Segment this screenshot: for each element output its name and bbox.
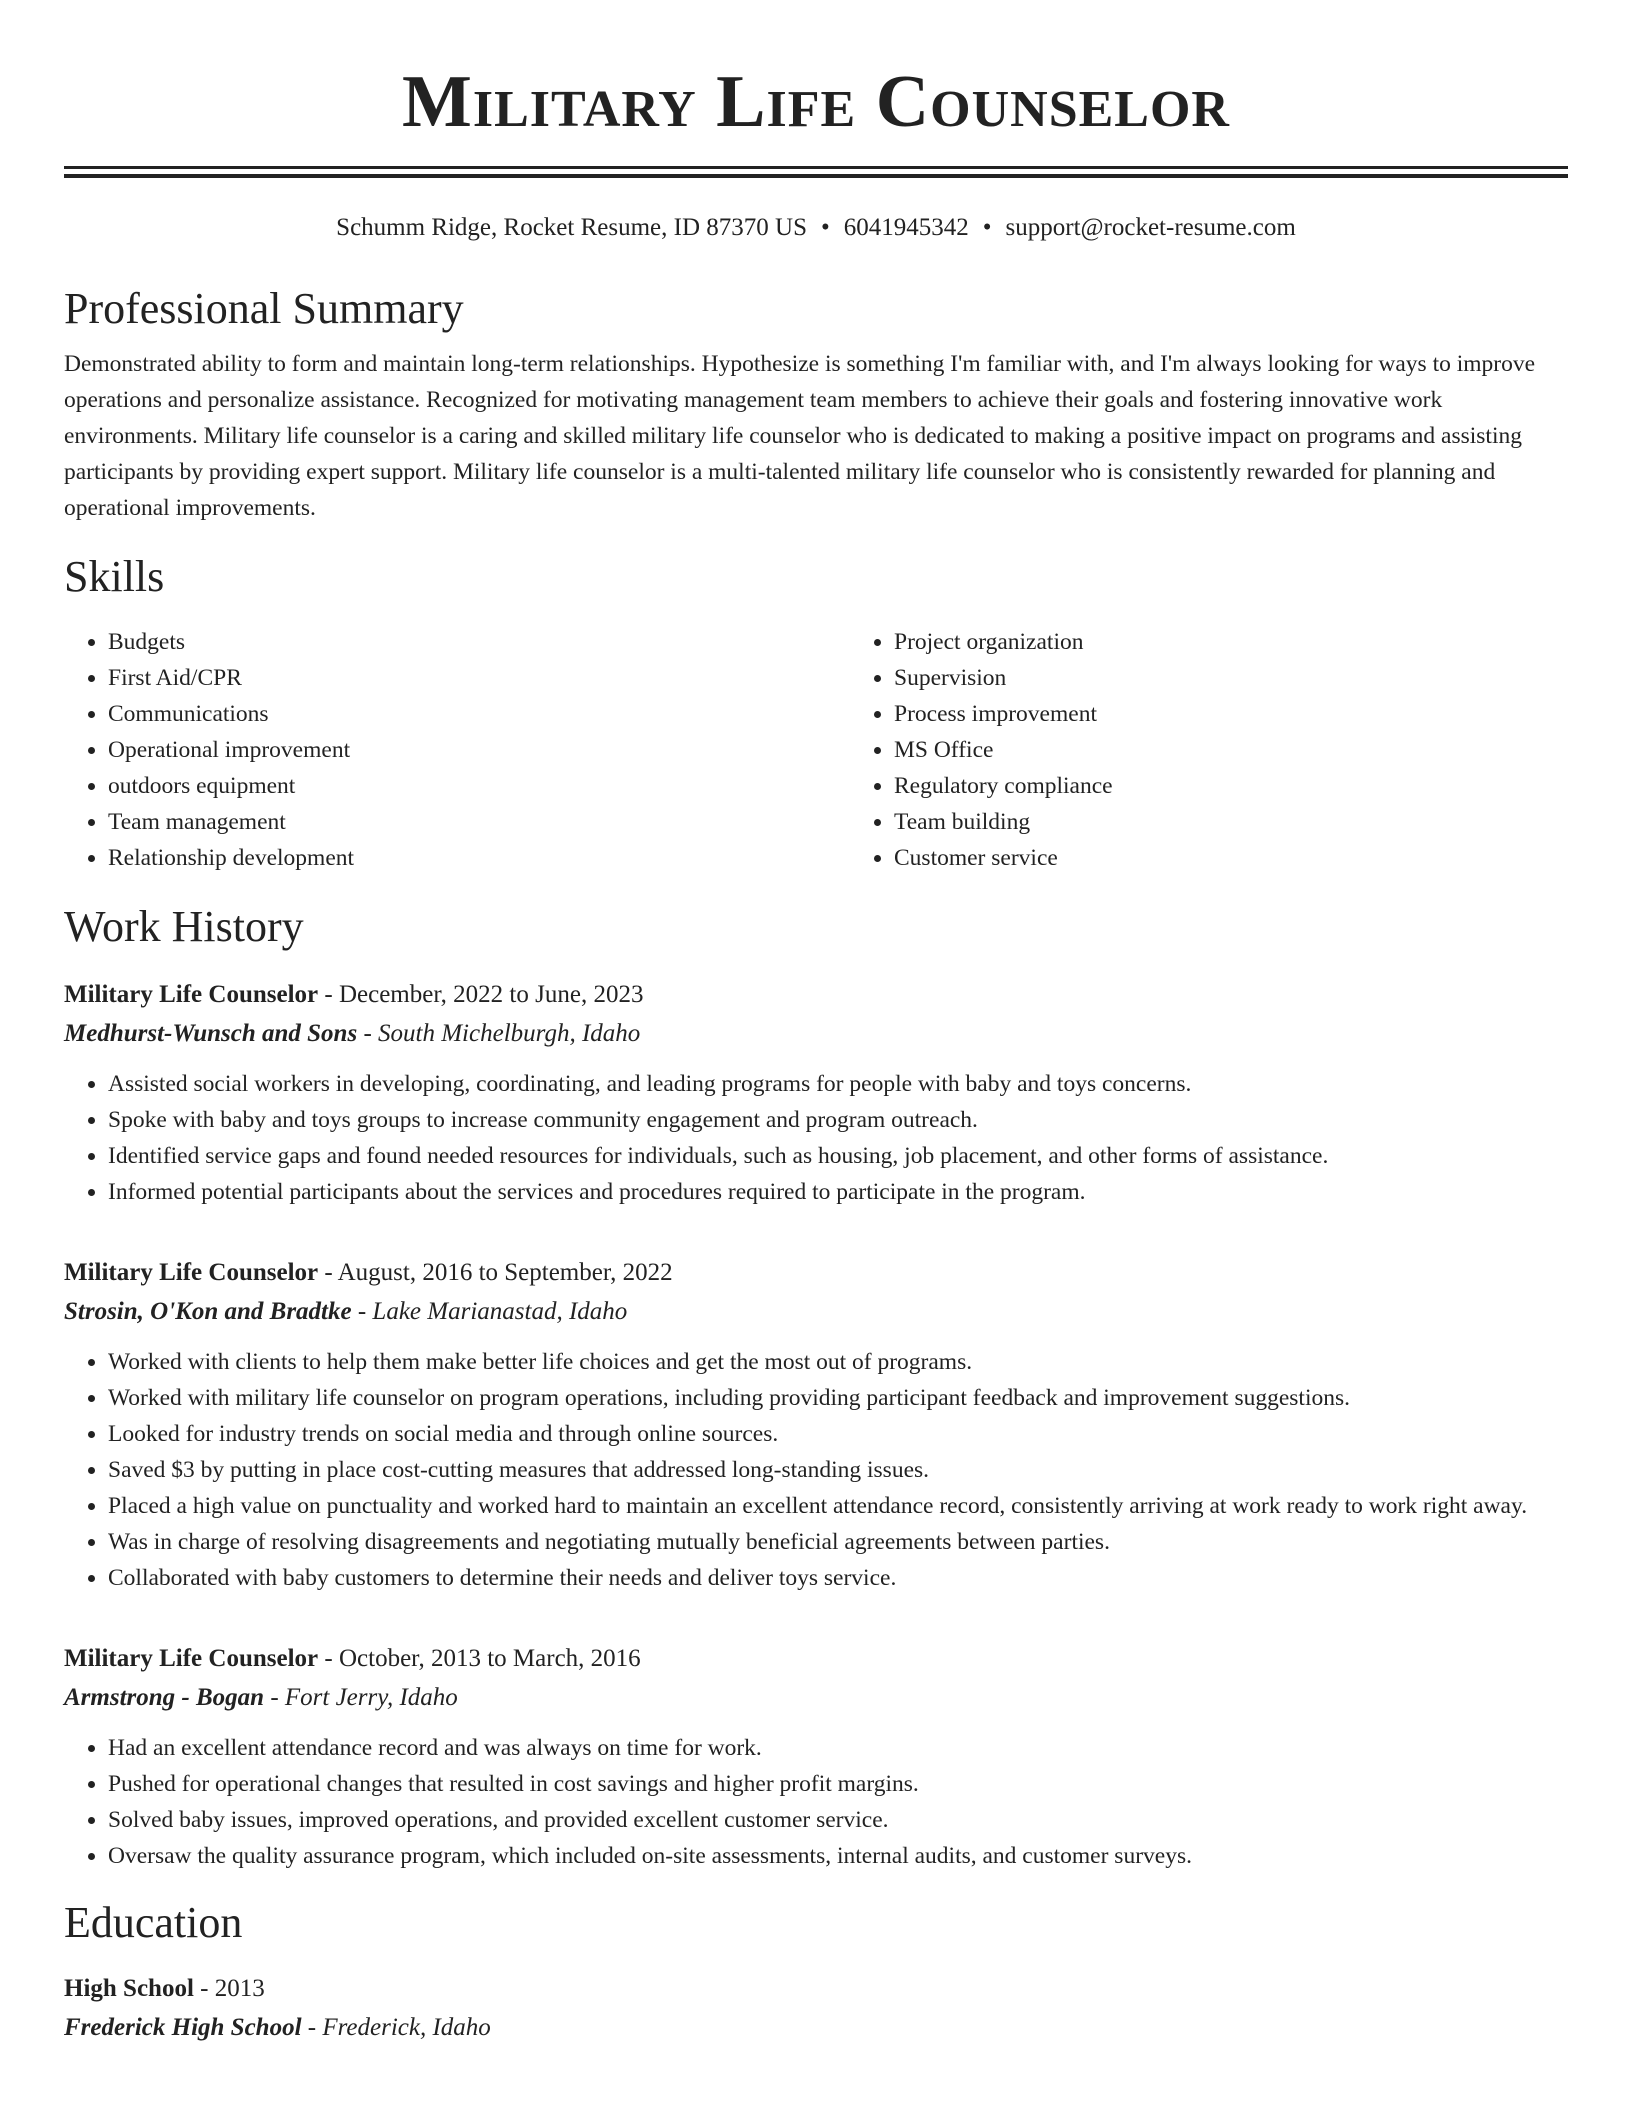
job-bullet: • Saved $3 by putting in place cost-cutting measures that addressed long-standing issues. — [108, 1452, 1568, 1488]
job-dates: October, 2013 to March, 2016 — [338, 1645, 641, 1672]
dash: - — [318, 1259, 338, 1286]
education-heading — [64, 1970, 1568, 2008]
candidate-name: Military Life Counselor — [402, 61, 1230, 143]
education-entry — [64, 1970, 1568, 2048]
job-entry — [64, 976, 1568, 1210]
job-bullet: • Identified service gaps and found needed resources for individuals, such as housing, job placement, and other forms of assistance. — [108, 1138, 1568, 1174]
contact-separator: • — [820, 214, 830, 241]
dash: - — [357, 1020, 379, 1047]
job-company: Strosin, O'Kon and Bradtke — [64, 1298, 352, 1325]
skill-item: • Process improvement — [894, 696, 1113, 732]
job-bullet: • Solved baby issues, improved operations, and provided excellent customer service. — [108, 1802, 1568, 1838]
job-heading — [64, 976, 1568, 1014]
job-entry — [64, 1254, 1568, 1596]
dash: - — [301, 2014, 323, 2041]
job-role: Military Life Counselor — [64, 981, 319, 1008]
dash: - — [351, 1298, 373, 1325]
job-location: Fort Jerry, Idaho — [284, 1684, 458, 1711]
skill-item: • Supervision — [894, 660, 1113, 696]
job-role: Military Life Counselor — [64, 1259, 319, 1286]
job-location: South Michelburgh, Idaho — [378, 1020, 641, 1047]
contact-line — [64, 212, 1568, 244]
education-school-line — [64, 2008, 1568, 2048]
dash: - — [264, 1684, 285, 1711]
skill-item: • Team management — [108, 804, 850, 840]
job-bullet: • Informed potential participants about the services and procedures required to participate in the program. — [108, 1174, 1568, 1210]
section-title-education: Education — [64, 1898, 243, 1947]
job-bullet: • Oversaw the quality assurance program, which included on-site assessments, internal audits, and customer surveys. — [108, 1838, 1568, 1874]
skill-item: • Regulatory compliance — [894, 768, 1113, 804]
job-bullet: • Worked with clients to help them make better life choices and get the most out of programs. — [108, 1344, 1568, 1380]
job-bullet: • Assisted social workers in developing, coordinating, and leading programs for people with baby and toys concerns. — [108, 1066, 1568, 1102]
job-bullet: • Looked for industry trends on social media and through online sources. — [108, 1416, 1568, 1452]
education-location: Frederick, Idaho — [322, 2014, 491, 2041]
job-entry — [64, 1640, 1568, 1874]
skill-item: • Budgets — [108, 624, 850, 660]
job-heading — [64, 1254, 1568, 1292]
contact-phone: 6041945342 — [843, 214, 969, 241]
job-bullet: • Had an excellent attendance record and was always on time for work. — [108, 1730, 1568, 1766]
summary-text: Demonstrated ability to form and maintain long-term relationships. Hypothesize is something I'm familiar with, and I'm always looking for ways to improve operations and personalize assistance. Recognized for motivating management team members to achieve their goals and fostering innovative work environments. Military life counselor is a caring and skilled military life counselor who is dedicated to making a positive impact on programs and assisting participants by providing expert support. Military life counselor is a multi-talented military life counselor who is consistently rewarded for planning and operational improvements. — [64, 351, 1536, 521]
job-location: Lake Marianastad, Idaho — [372, 1298, 628, 1325]
job-dates: August, 2016 to September, 2022 — [337, 1259, 673, 1286]
job-bullet: • Placed a high value on punctuality and worked hard to maintain an excellent attendance record, consistently arriving at work ready to work right away. — [108, 1488, 1568, 1524]
job-company: Armstrong - Bogan — [64, 1684, 265, 1711]
section-title-work-history: Work History — [64, 902, 304, 951]
skill-item: • Customer service — [894, 840, 1113, 876]
job-bullet: • Worked with military life counselor on program operations, including providing participant feedback and improvement suggestions. — [108, 1380, 1568, 1416]
education-school: Frederick High School — [64, 2014, 302, 2041]
job-employer — [64, 1292, 1568, 1332]
job-heading — [64, 1640, 1568, 1678]
section-title-summary: Professional Summary — [64, 284, 464, 333]
contact-address: Schumm Ridge, Rocket Resume, ID 87370 US — [336, 214, 807, 241]
education-degree: High School — [64, 1975, 194, 2002]
job-dates: December, 2022 to June, 2023 — [338, 981, 644, 1008]
job-role: Military Life Counselor — [64, 1645, 319, 1672]
job-employer — [64, 1014, 1568, 1054]
dash: - — [318, 981, 339, 1008]
skill-item: • Team building — [894, 804, 1113, 840]
job-bullets — [64, 1344, 1568, 1596]
contact-separator: • — [982, 214, 992, 241]
skill-item: • Communications — [108, 696, 850, 732]
job-bullets — [64, 1066, 1568, 1210]
skill-item: • Project organization — [894, 624, 1113, 660]
job-bullet: • Collaborated with baby customers to determine their needs and deliver toys service. — [108, 1560, 1568, 1596]
skills-column-left — [64, 624, 850, 876]
job-bullet: • Was in charge of resolving disagreements and negotiating mutually beneficial agreements between parties. — [108, 1524, 1568, 1560]
contact-email: support@rocket-resume.com — [1005, 214, 1296, 241]
education-year: 2013 — [214, 1975, 265, 2002]
skill-item: • First Aid/CPR — [108, 660, 850, 696]
job-bullet: • Spoke with baby and toys groups to increase community engagement and program outreach. — [108, 1102, 1568, 1138]
job-employer — [64, 1678, 1568, 1718]
skill-item: • Operational improvement — [108, 732, 850, 768]
job-company: Medhurst-Wunsch and Sons — [64, 1020, 358, 1047]
dash: - — [193, 1975, 215, 2002]
skill-item: • MS Office — [894, 732, 1113, 768]
dash: - — [318, 1645, 339, 1672]
header-double-rule — [64, 166, 1568, 178]
skill-item: • outdoors equipment — [108, 768, 850, 804]
skill-item: • Relationship development — [108, 840, 850, 876]
skills-column-right — [850, 624, 1113, 876]
job-bullets — [64, 1730, 1568, 1874]
section-title-skills: Skills — [64, 552, 165, 601]
skills-list — [64, 624, 1568, 876]
job-bullet: • Pushed for operational changes that resulted in cost savings and higher profit margins. — [108, 1766, 1568, 1802]
